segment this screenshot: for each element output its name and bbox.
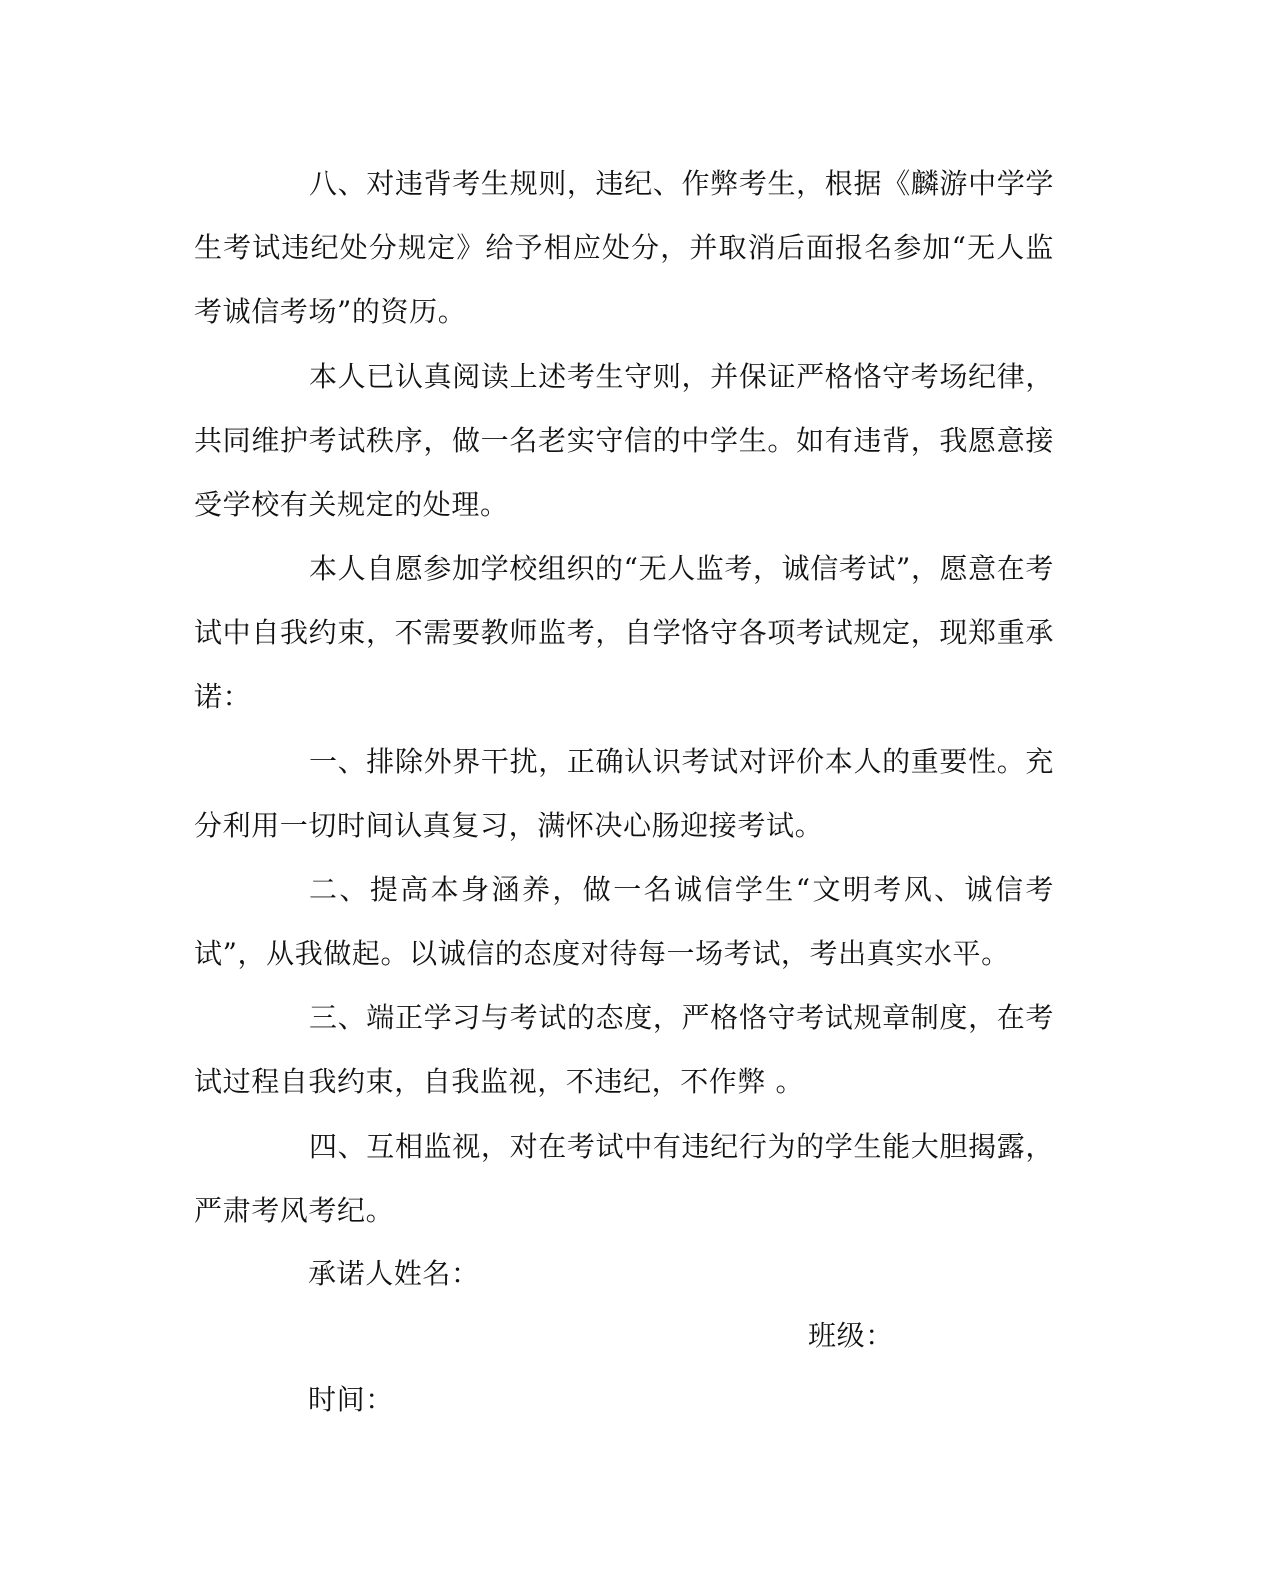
paragraph-text: 四、互相监视，对在考试中有违纪行为的学生能大胆揭露，严肃考风考纪。 (194, 1130, 1054, 1227)
time-label: 时间： (308, 1383, 394, 1416)
paragraph-text: 一、排除外界干扰，正确认识考试对评价本人的重要性。充分利用一切时间认真复习，满怀决心肠迎接考试。 (194, 745, 1054, 842)
paragraph-text: 二、提高本身涵养，做一名诚信学生“文明考风、诚信考试”，从我做起。以诚信的态度对待每一场考试，考出真实水平。 (194, 873, 1054, 970)
promiser-name-label: 承诺人姓名： (308, 1257, 480, 1290)
paragraph-promise-1 (194, 730, 1054, 858)
paragraph-text: 八、对违背考生规则，违纪、作弊考生，根据《麟游中学学生考试违纪处分规定》给予相应处分，并取消后面报名参加“无人监考诚信考场”的资历。 (194, 167, 1054, 328)
paragraph-text: 本人自愿参加学校组织的“无人监考，诚信考试”，愿意在考试中自我约束，不需要教师监考，自学恪守各项考试规定，现郑重承诺： (194, 552, 1054, 713)
class-label: 班级： (808, 1319, 894, 1352)
paragraph-8-violation-rules (194, 152, 1054, 344)
paragraph-promise-3 (194, 986, 1054, 1114)
paragraph-text: 本人已认真阅读上述考生守则，并保证严格恪守考场纪律，共同维护考试秩序，做一名老实守信的中学生。如有违背，我愿意接受学校有关规定的处理。 (194, 360, 1054, 521)
paragraph-text: 三、端正学习与考试的态度，严格恪守考试规章制度，在考试过程自我约束，自我监视，不违纪，不作弊 。 (194, 1001, 1054, 1098)
paragraph-promise-4 (194, 1115, 1054, 1243)
paragraph-voluntary-participation (194, 537, 1054, 729)
paragraph-promise-2 (194, 858, 1054, 986)
paragraph-reading-pledge (194, 345, 1054, 537)
